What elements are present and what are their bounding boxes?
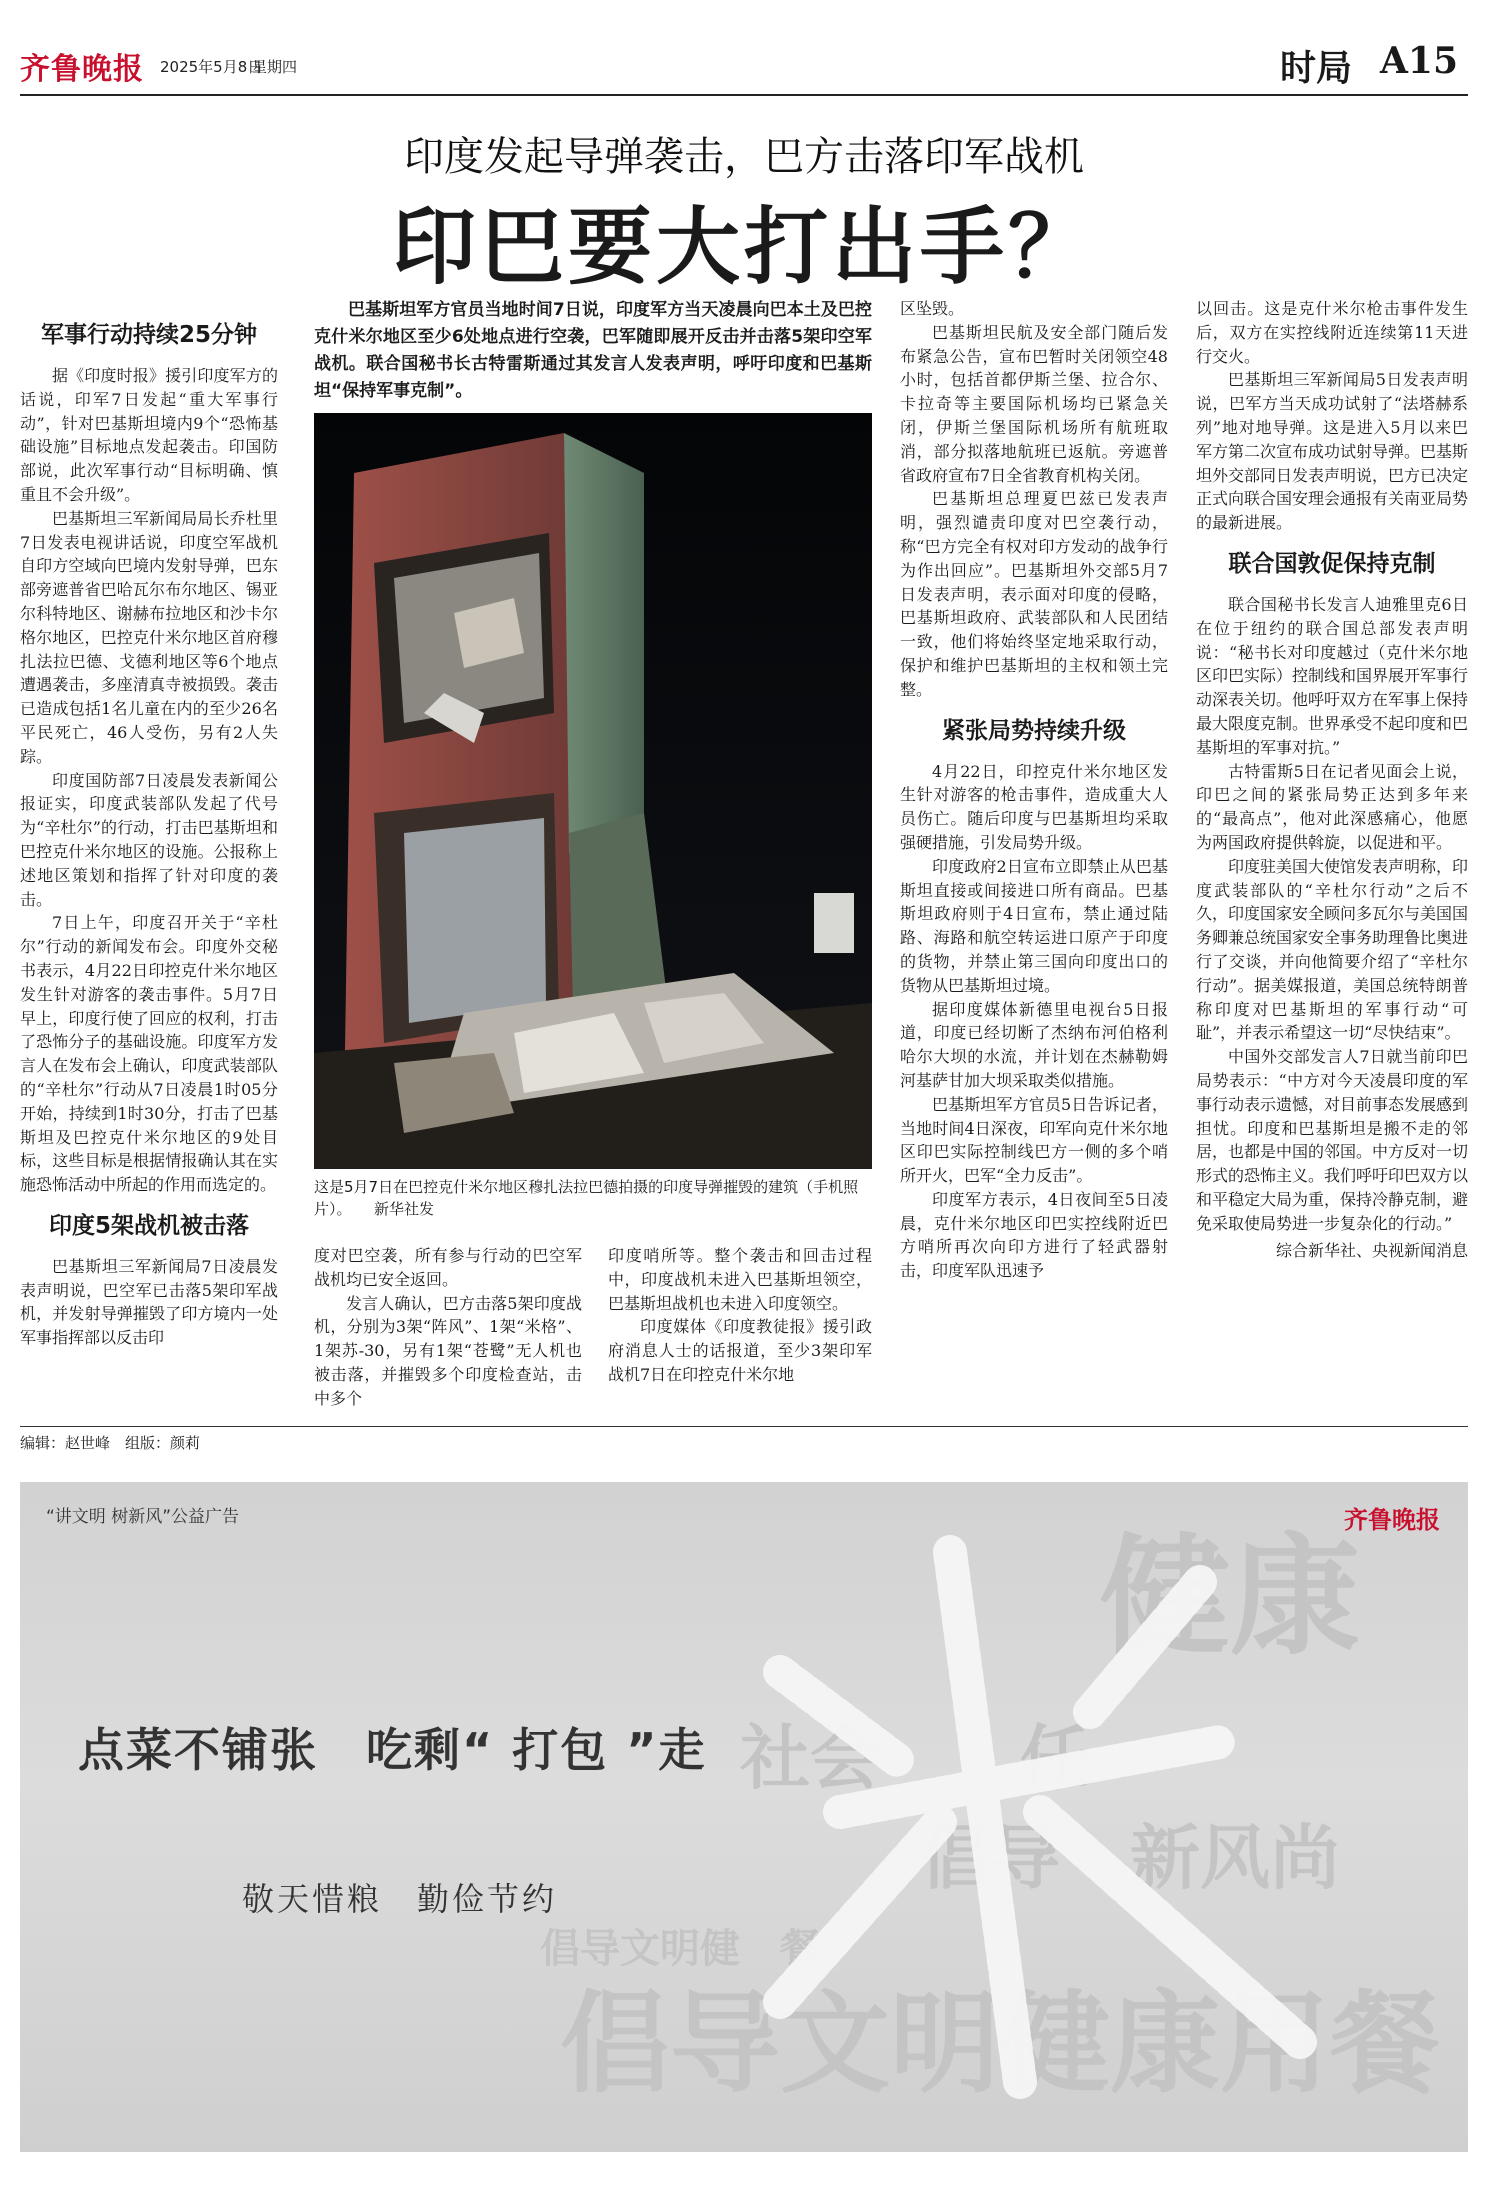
section-heading: 紧张局势持续升级 (942, 717, 1126, 744)
news-photo (314, 413, 872, 1169)
paragraph: 印度军方表示，4日夜间至5日凌晨，克什米尔地区印巴实控线附近巴方哨所再次向印方进行了轻武器射击，印度军队迅速予 (900, 1189, 1168, 1281)
ad-watermark: 倡导 新风尚 (920, 1817, 1340, 1899)
footer-rule (20, 1426, 1468, 1427)
paragraph: 中国外交部发言人7日就当前印巴局势表示：“中方对今天凌晨印度的军事行动表示遗憾，对目前事态发展感到担忧。印度和巴基斯坦是搬不走的邻居，也都是中国的邻国。中方反对一切形式的恐怖主义。我们呼吁印巴双方以和平稳定大局为重，保持冷静克制，避免采取使局势进一步复杂化的行动。” (1196, 1047, 1469, 1233)
photo-caption: 这是5月7日在巴控克什米尔地区穆扎法拉巴德拍摄的印度导弹摧毁的建筑（手机照片）。 新华社发 (314, 1178, 859, 1218)
paragraph: 巴基斯坦三军新闻局局长乔杜里7日发表电视讲话说，印度空军战机自印方空域向巴境内发射导弹，巴东部旁遮普省巴哈瓦尔布尔地区、锡亚尔科特地区、谢赫布拉地区和沙卡尔格尔地区，巴控克什米尔地区首府穆扎法拉巴德、戈德利地区等6个地点遭遇袭击，多座清真寺被损毁。袭击已造成包括1名儿童在内的至少26名平民死亡，46人受伤，另有2人失踪。 (20, 508, 278, 766)
paragraph: 巴基斯坦民航及安全部门随后发布紧急公告，宣布巴暂时关闭领空48小时，包括首都伊斯兰堡、拉合尔、卡拉奇等主要国际机场均已紧急关闭，伊斯兰堡国际机场所有航班取消，部分拟落地航班已返航。旁遮普省政府宣布7日全省教育机构关闭。 (900, 322, 1168, 485)
paragraph: 巴基斯坦三军新闻局7日凌晨发表声明说，巴空军已击落5架印军战机，并发射导弹摧毁了印方境内一处军事指挥部以反击印 (20, 1256, 278, 1348)
issue-weekday: 星期四 (252, 58, 298, 76)
paragraph: 据《印度时报》援引印度军方的话说，印军7日发起“重大军事行动”，针对巴基斯坦境内9个“恐怖基础设施”目标地点发起袭击。印国防部说，此次军事行动“目标明确、慎重且不会升级”。 (20, 366, 278, 504)
ad-background-art (20, 1482, 1468, 2152)
masthead-rule (20, 94, 1468, 96)
ad-watermark: 倡导文明健 餐 (540, 1926, 820, 1972)
paragraph: 区坠毁。 (900, 299, 965, 318)
ad-watermark: 健康 (1100, 1521, 1361, 1673)
article-headline: 印巴要大打出手？ (391, 197, 1096, 296)
section-heading: 军事行动持续25分钟 (40, 322, 257, 348)
section-heading: 联合国敦促保持克制 (1228, 550, 1436, 577)
paragraph: 联合国秘书长发言人迪雅里克6日在位于纽约的联合国总部发表声明说：“秘书长对印度越过（克什米尔地区印巴实际）控制线和国界展开军事行动深表关切。他呼吁双方在军事上保持最大限度克制。世界承受不起印度和巴基斯坦的军事对抗。” (1196, 594, 1469, 757)
paragraph: 以回击。这是克什米尔枪击事件发生后，双方在实控线附近连续第11天进行交火。 (1196, 299, 1468, 366)
ad-label: “讲文明 树新风”公益广告 (46, 1507, 240, 1527)
paragraph: 印度国防部7日凌晨发表新闻公报证实，印度武装部队发起了代号为“辛杜尔”的行动，打击巴基斯坦和巴控克什米尔地区的设施。公报称上述地区策划和指挥了针对印度的袭击。 (20, 770, 278, 909)
ad-newspaper-logo: 齐鲁晚报 (1344, 1505, 1440, 1534)
page-number: A15 (1380, 40, 1459, 82)
section-label: 时局 (1280, 47, 1353, 89)
paragraph: 印度媒体《印度教徒报》援引政府消息人士的话报道，至少3架印军战机7日在印控克什米尔地 (608, 1317, 872, 1384)
ad-watermark: 社会 任 (740, 1717, 1090, 1799)
paragraph: 度对巴空袭，所有参与行动的巴空军战机均已安全返回。 (314, 1246, 582, 1289)
paragraph: 古特雷斯5日在记者见面会上说，印巴之间的紧张局势正达到多年来的“最高点”，他对此深感痛心，他愿为两国政府提供斡旋，以促进和平。 (1196, 761, 1468, 852)
paragraph: 巴基斯坦军方官员5日告诉记者，当地时间4日深夜，印军向克什米尔地区印巴实际控制线巴方一侧的多个哨所开火，巴军“全力反击”。 (900, 1094, 1168, 1186)
paragraph: 巴基斯坦三军新闻局5日发表声明说，巴军方当天成功试射了“法塔赫系列”地对地导弹。这是进入5月以来巴军方第二次宣布成功试射导弹。巴基斯坦外交部同日发表声明说，巴方已决定正式向联合国安理会通报有关南亚局势的最新进展。 (1196, 370, 1469, 533)
paragraph: 发言人确认，巴方击落5架印度战机，分别为3架“阵风”、1架“米格”、1架苏-30，另有1架“苍鹭”无人机也被击落，并摧毁多个印度检查站，击中多个 (314, 1293, 582, 1408)
newspaper-logo: 齐鲁晚报 (20, 52, 144, 87)
paragraph: 4月22日，印控克什米尔地区发生针对游客的枪击事件，造成重大人员伤亡。随后印度与巴基斯坦均采取强硬措施，引发局势升级。 (900, 761, 1168, 852)
article-column-5 (1196, 297, 1468, 1263)
paragraph: 据印度媒体新德里电视台5日报道，印度已经切断了杰纳布河伯格利哈尔大坝的水流，并计划在杰赫勒姆河基萨甘加大坝采取类似措施。 (900, 999, 1168, 1090)
editor-credits: 编辑：赵世峰 组版：颜莉 (20, 1434, 201, 1452)
ad-slogan-secondary: 敬天惜粮 勤俭节约 (242, 1880, 558, 1918)
paragraph: 印度驻美国大使馆发表声明称，印度武装部队的“辛杜尔行动”之后不久，印度国家安全顾问多瓦尔与美国国务卿兼总统国家安全事务助理鲁比奥进行了交谈，并向他简要介绍了“辛杜尔行动”。据美媒报道，美国总统特朗普称印度对巴基斯坦的军事行动“可耻”，并表示希望这一切“尽快结束”。 (1196, 856, 1469, 1043)
issue-date: 2025年5月8日 (160, 58, 263, 76)
article-subhead: 印度发起导弹袭击，巴方击落印军战机 (404, 134, 1084, 180)
destroyed-building-illustration (314, 413, 872, 1169)
article-byline: 综合新华社、央视新闻消息 (1275, 1241, 1468, 1261)
ad-slogan-main: 点菜不铺张 吃剩“ 打包 ”走 (78, 1723, 707, 1777)
public-service-ad (20, 1482, 1468, 2152)
paragraph: 印度哨所等。整个袭击和回击过程中，印度战机未进入巴基斯坦领空，巴基斯坦战机也未进入印度领空。 (608, 1246, 872, 1313)
article-column-4 (900, 297, 1168, 1283)
paragraph: 印度政府2日宣布立即禁止从巴基斯坦直接或间接进口所有商品。巴基斯坦政府则于4日宣布，禁止通过陆路、海路和航空转运进口原产于印度的货物，并禁止第三国向印度出口的货物从巴基斯坦过境。 (900, 856, 1168, 995)
paragraph: 7日上午，印度召开关于“辛杜尔”行动的新闻发布会。印度外交秘书表示，4月22日印控克什米尔地区发生针对游客的袭击事件。5月7日早上，印度行使了回应的权利，打击了恐怖分子的基础设施。印度军方发言人在发布会上确认，印度武装部队的“辛杜尔”行动从7日凌晨1时05分开始，持续到1时30分，打击了巴基斯坦及巴控克什米尔地区的9处目标，这些目标是根据情报确认其在实施恐怖活动中所起的作用而选定的。 (20, 913, 278, 1195)
paragraph: 巴基斯坦总理夏巴兹已发表声明，强烈谴责印度对巴空袭行动，称“巴方完全有权对印方发动的战争行为作出回应”。巴基斯坦外交部5月7日发表声明，表示面对印度的侵略，巴基斯坦政府、武装部队和人民团结一致，他们将始终坚定地采取行动，保护和维护巴基斯坦的主权和领土完整。 (900, 489, 1168, 699)
article-column-2 (314, 1244, 582, 1411)
section-heading: 印度5架战机被击落 (48, 1212, 249, 1239)
ad-watermark: 倡导文明健康用餐 (560, 1980, 1440, 2108)
article-column-1 (20, 320, 278, 1350)
article-lead: 巴基斯坦军方官员当地时间7日说，印度军方当天凌晨向巴本土及巴控克什米尔地区至少6处地点进行空袭，巴军随即展开反击并击落5架印空军战机。联合国秘书长古特雷斯通过其发言人发表声明，呼吁印度和巴基斯坦“保持军事克制”。 (314, 300, 872, 401)
article-column-3 (608, 1244, 872, 1387)
